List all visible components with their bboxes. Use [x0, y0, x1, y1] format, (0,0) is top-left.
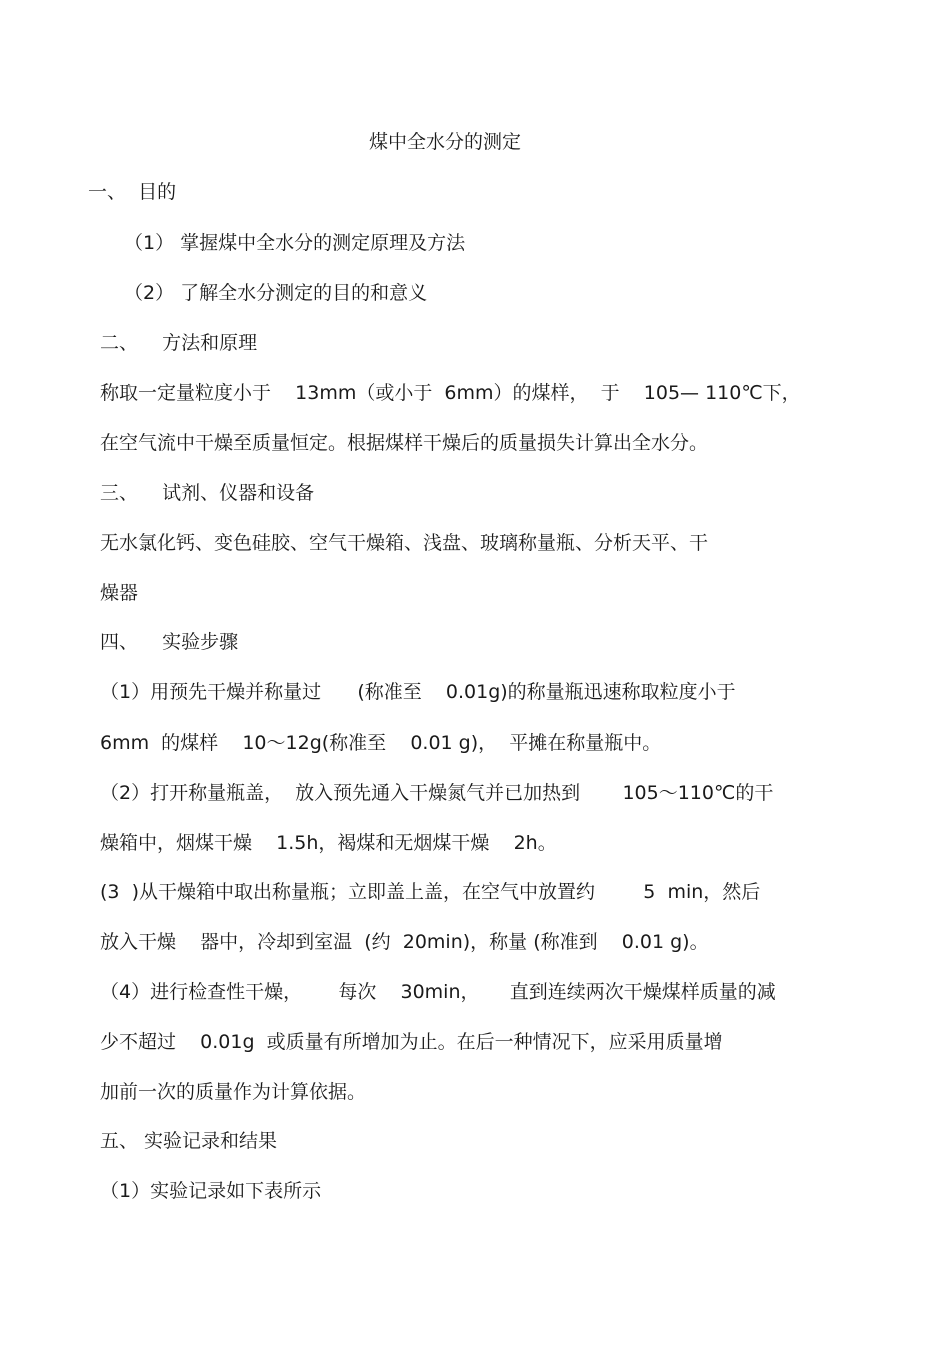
procedure-line-7: （4）进行检查性干燥， 每次 30min， 直到连续两次干燥煤样质量的减 — [100, 981, 776, 1003]
method-paragraph-line-1: 称取一定量粒度小于 13mm（或小于 6mm）的煤样， 于 105— 110℃下， — [100, 382, 801, 404]
section-heading-method: 二、 方法和原理 — [100, 332, 258, 354]
objective-item-2: （2） 了解全水分测定的目的和意义 — [124, 282, 428, 304]
equipment-line-2: 燥器 — [100, 582, 139, 604]
section-heading-equipment: 三、 试剂、仪器和设备 — [100, 482, 315, 504]
procedure-line-5: (3 )从干燥箱中取出称量瓶；立即盖上盖，在空气中放置约 5 min，然后 — [100, 881, 761, 903]
section-heading-procedure: 四、 实验步骤 — [100, 631, 239, 653]
procedure-line-8: 少不超过 0.01g 或质量有所增加为止。在后一种情况下，应采用质量增 — [100, 1031, 723, 1053]
equipment-line-1: 无水氯化钙、变色硅胶、空气干燥箱、浅盘、玻璃称量瓶、分析天平、干 — [100, 532, 709, 554]
section-heading-objective: 一、 目的 — [88, 181, 177, 203]
procedure-line-9: 加前一次的质量作为计算依据。 — [100, 1081, 367, 1103]
results-line-1: （1）实验记录如下表所示 — [100, 1180, 322, 1202]
document-title: 煤中全水分的测定 — [368, 131, 521, 153]
procedure-line-6: 放入干燥 器中，冷却到室温 (约 20min)，称量 (称准到 0.01 g)。 — [100, 931, 709, 953]
procedure-line-3: （2）打开称量瓶盖， 放入预先通入干燥氮气并已加热到 105～110℃的干 — [100, 782, 774, 804]
procedure-line-2: 6mm 的煤样 10～12g(称准至 0.01 g)， 平摊在称量瓶中。 — [100, 732, 662, 754]
procedure-line-1: （1）用预先干燥并称量过 (称准至 0.01g)的称量瓶迅速称取粒度小于 — [100, 681, 736, 703]
objective-item-1: （1） 掌握煤中全水分的测定原理及方法 — [124, 232, 466, 254]
procedure-line-4: 燥箱中，烟煤干燥 1.5h，褐煤和无烟煤干燥 2h。 — [100, 832, 557, 854]
section-heading-results: 五、 实验记录和结果 — [100, 1130, 278, 1152]
method-paragraph-line-2: 在空气流中干燥至质量恒定。根据煤样干燥后的质量损失计算出全水分。 — [100, 432, 709, 454]
